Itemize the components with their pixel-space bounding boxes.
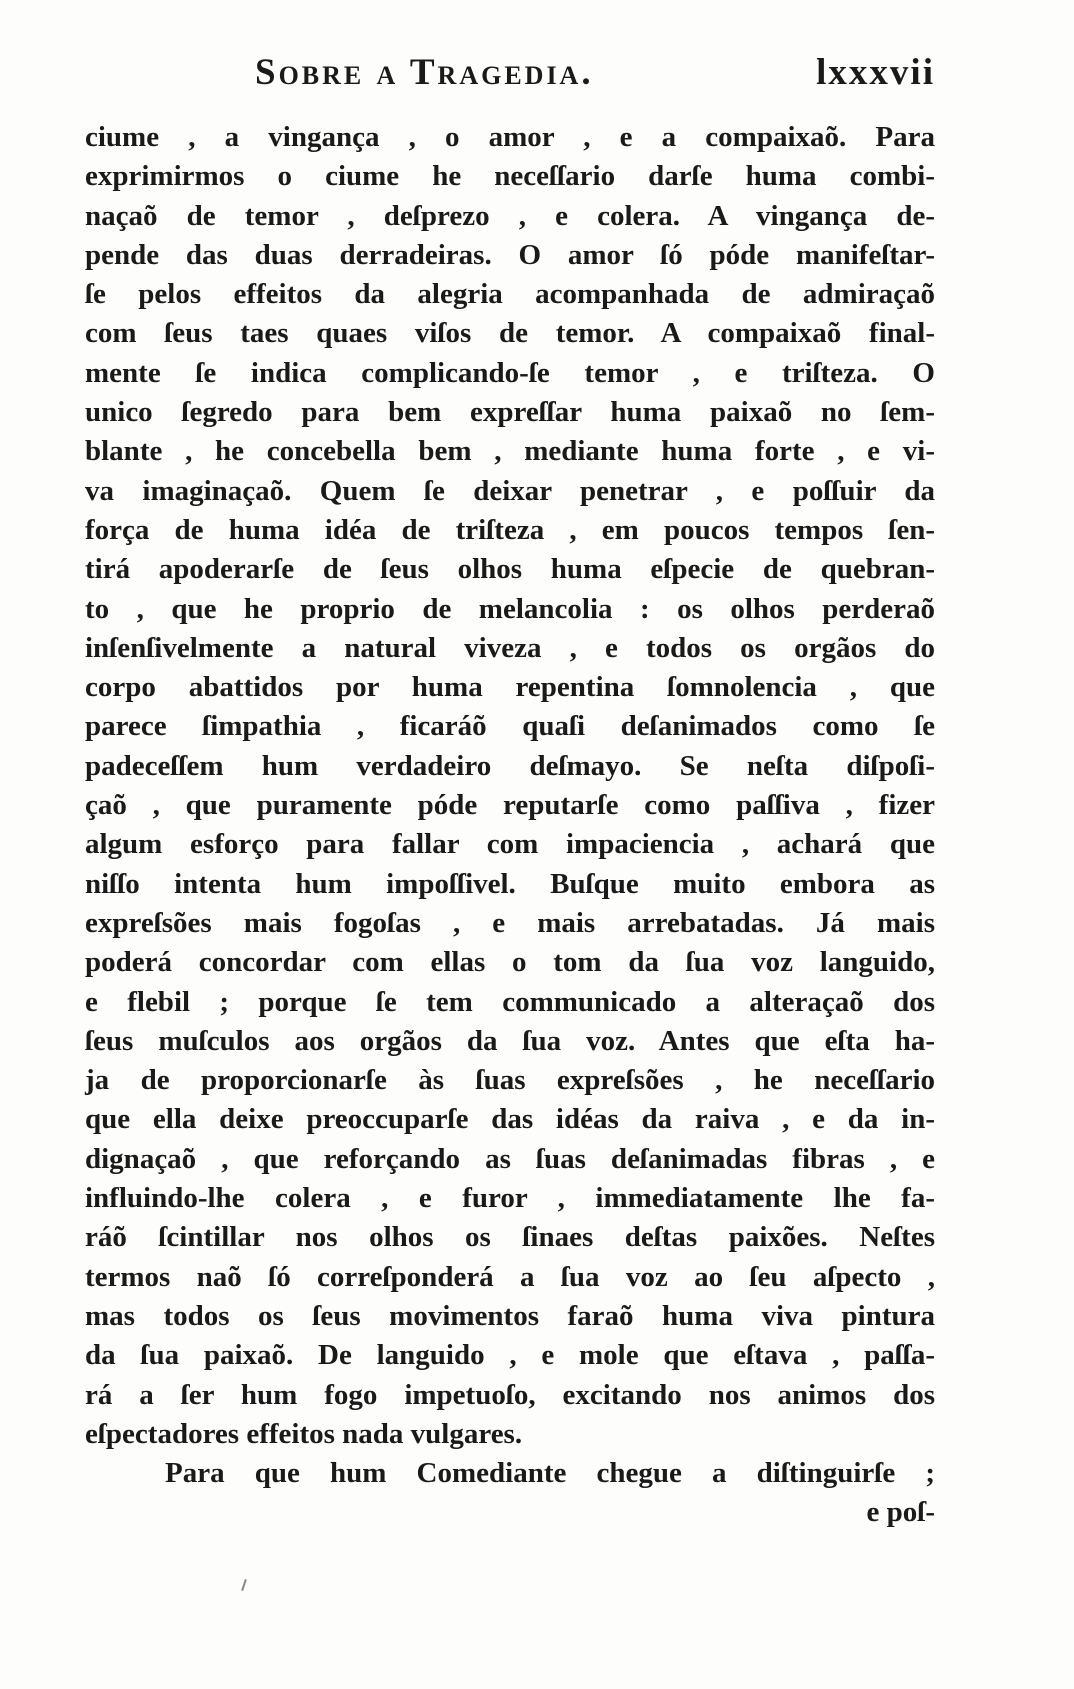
paragraph-end-line: eſpectadores effeitos nada vulgares. <box>85 1417 523 1450</box>
text-line: pende das duas derradeiras. O amor ſó póde manifeſtar- <box>85 238 935 271</box>
text-line: mas todos os ſeus movimentos faraõ huma viva pintura <box>85 1299 935 1332</box>
text-line: çaõ , que puramente póde reputarſe como paſſiva , fizer <box>85 789 935 822</box>
text-line: to , que he proprio de melancolia : os olhos perderaõ <box>85 592 935 625</box>
text-line: ciume , a vingança , o amor , e a compaixaõ. Para <box>85 121 935 153</box>
ink-speck <box>241 1579 247 1591</box>
text-line: corpo abattidos por huma repentina ſomnolencia , que <box>85 671 935 704</box>
text-line: blante , he concebella bem , mediante huma forte , e vi- <box>85 435 935 468</box>
catchword: e poſ- <box>866 1496 935 1529</box>
running-title: Sobre a Tragedia. <box>255 51 594 93</box>
text-line: ja de proporcionarſe às ſuas expreſsões , he neceſſario <box>85 1064 935 1097</box>
text-line: algum esforço para fallar com impaciencia , achará que <box>85 828 935 861</box>
text-line: poderá concordar com ellas o tom da ſua voz languido, <box>85 946 935 979</box>
text-line: niſſo intenta hum impoſſivel. Buſque muito embora as <box>85 867 935 900</box>
text-line: naçaõ de temor , deſprezo , e colera. A vingança de- <box>85 199 935 232</box>
text-line: dignaçaõ , que reforçando as ſuas deſanimadas fibras , e <box>85 1142 935 1175</box>
text-line: termos naõ ſó correſponderá a ſua voz ao ſeu aſpecto , <box>85 1260 935 1293</box>
text-line: rá a ſer hum fogo impetuoſo, excitando nos animos dos <box>85 1378 935 1411</box>
text-line: expreſsões mais fogoſas , e mais arrebatadas. Já mais <box>85 906 935 939</box>
text-line: exprimirmos o ciume he neceſſario darſe huma combi- <box>85 160 935 193</box>
body-text <box>85 118 935 1533</box>
text-line: que ella deixe preoccuparſe das idéas da raiva , e da in- <box>85 1103 935 1136</box>
page-number: lxxxvii <box>816 51 935 93</box>
text-line: influindo-lhe colera , e furor , immediatamente lhe fa- <box>85 1182 935 1215</box>
text-line: força de huma idéa de triſteza , em poucos tempos ſen- <box>85 513 935 546</box>
text-line: ſeus muſculos aos orgãos da ſua voz. Antes que eſta ha- <box>85 1024 935 1057</box>
text-line: ſe pelos effeitos da alegria acompanhada de admiraçaõ <box>85 278 935 311</box>
page-header <box>255 46 935 98</box>
text-line: parece ſimpathia , ficaráõ quaſi deſanimados como ſe <box>85 710 935 743</box>
text-line: e flebil ; porque ſe tem communicado a alteraçaõ dos <box>85 985 935 1018</box>
text-line: va imaginaçaõ. Quem ſe deixar penetrar , e poſſuir da <box>85 474 935 507</box>
text-line: com ſeus taes quaes viſos de temor. A compaixaõ final- <box>85 317 935 350</box>
text-line: ráõ ſcintillar nos olhos os ſinaes deſtas paixões. Neſtes <box>85 1221 935 1254</box>
text-line: padeceſſem hum verdadeiro deſmayo. Se neſta diſpoſi- <box>85 749 935 782</box>
text-line: tirá apoderarſe de ſeus olhos huma eſpecie de quebran- <box>85 553 935 586</box>
text-line: da ſua paixaõ. De languido , e mole que eſtava , paſſa- <box>85 1339 935 1372</box>
paragraph-start-line: Para que hum Comediante chegue a diſtinguirſe ; <box>165 1457 935 1490</box>
text-line: mente ſe indica complicando-ſe temor , e triſteza. O <box>85 356 935 389</box>
text-line: inſenſivelmente a natural viveza , e todos os orgãos do <box>85 631 935 664</box>
text-line: unico ſegredo para bem expreſſar huma paixaõ no ſem- <box>85 396 935 429</box>
